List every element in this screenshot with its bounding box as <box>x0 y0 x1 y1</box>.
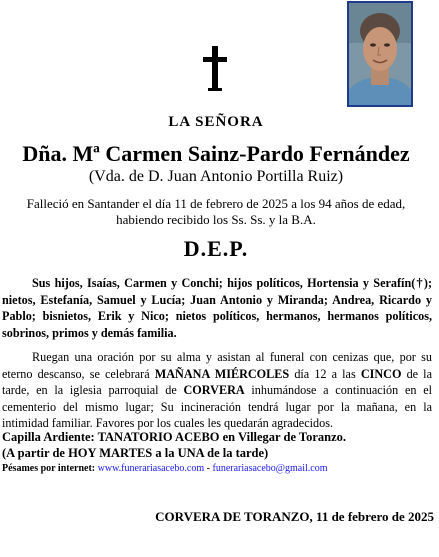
condolences-line <box>2 463 328 474</box>
funeral-paragraph <box>2 349 432 432</box>
place-date-footer: CORVERA DE TORANZO, 11 de febrero de 2025 <box>155 509 434 524</box>
website-link[interactable]: www.funerariasacebo.com <box>97 463 205 474</box>
widow-line: (Vda. de D. Juan Antonio Portilla Ruiz) <box>88 168 344 185</box>
opening-time: (A partir de HOY MARTES a la UNA de la tarde) <box>2 446 269 460</box>
family-paragraph <box>2 275 432 341</box>
funeral-place: CORVERA <box>183 383 245 398</box>
dep-heading: D.E.P. <box>183 236 249 261</box>
funeral-text-3: de la tarde, en la iglesia parroquial de <box>2 366 432 398</box>
funeral-text-4: inhumándose a continuación en el cementerio del mismo lugar; Su incineración tendrá lugar por la mañana, en la intimidad familiar. Favores por los cuales les quedarán agradecidos. <box>2 383 432 431</box>
condolences-separator: - <box>204 463 213 474</box>
death-announcement <box>0 196 432 228</box>
funeral-text-2: día 12 a las <box>289 366 361 381</box>
condolences-label: Pésames por internet: <box>2 463 96 474</box>
funeral-day: MAÑANA MIÉRCOLES <box>154 366 290 381</box>
funeral-text-1: Ruegan una oración por su alma y asistan al funeral con cenizas que, por su eterno descanso, se celebrará <box>2 350 432 381</box>
cross-icon <box>200 46 230 92</box>
family-text: Sus hijos, Isaías, Carmen y Conchi; hijos políticos, Hortensia y Serafín(†); nietos, Estefanía, Samuel y Lucía; Juan Antonio y Miranda; Andrea, Ricardo y Pablo; bisnietos, Erik y Nico; nietos políticos, hermanos, hermanos políticos, sobrinos, primos y demás familia. <box>2 276 432 340</box>
portrait-image <box>349 3 411 105</box>
death-line-2: habiendo recibido los Ss. Ss. y la B.A. <box>116 212 316 227</box>
deceased-name: Dña. Mª Carmen Sainz-Pardo Fernández <box>22 141 410 166</box>
title-la-senora: LA SEÑORA <box>168 114 264 130</box>
portrait-photo <box>347 1 413 107</box>
email-link[interactable]: funerariasacebo@gmail.com <box>212 463 328 474</box>
funeral-time: CINCO <box>360 366 402 381</box>
capilla-ardiente: Capilla Ardiente: TANATORIO ACEBO en Villegar de Toranzo. <box>2 430 347 444</box>
death-line-1: Falleció en Santander el día 11 de febrero de 2025 a los 94 años de edad, <box>26 196 406 211</box>
